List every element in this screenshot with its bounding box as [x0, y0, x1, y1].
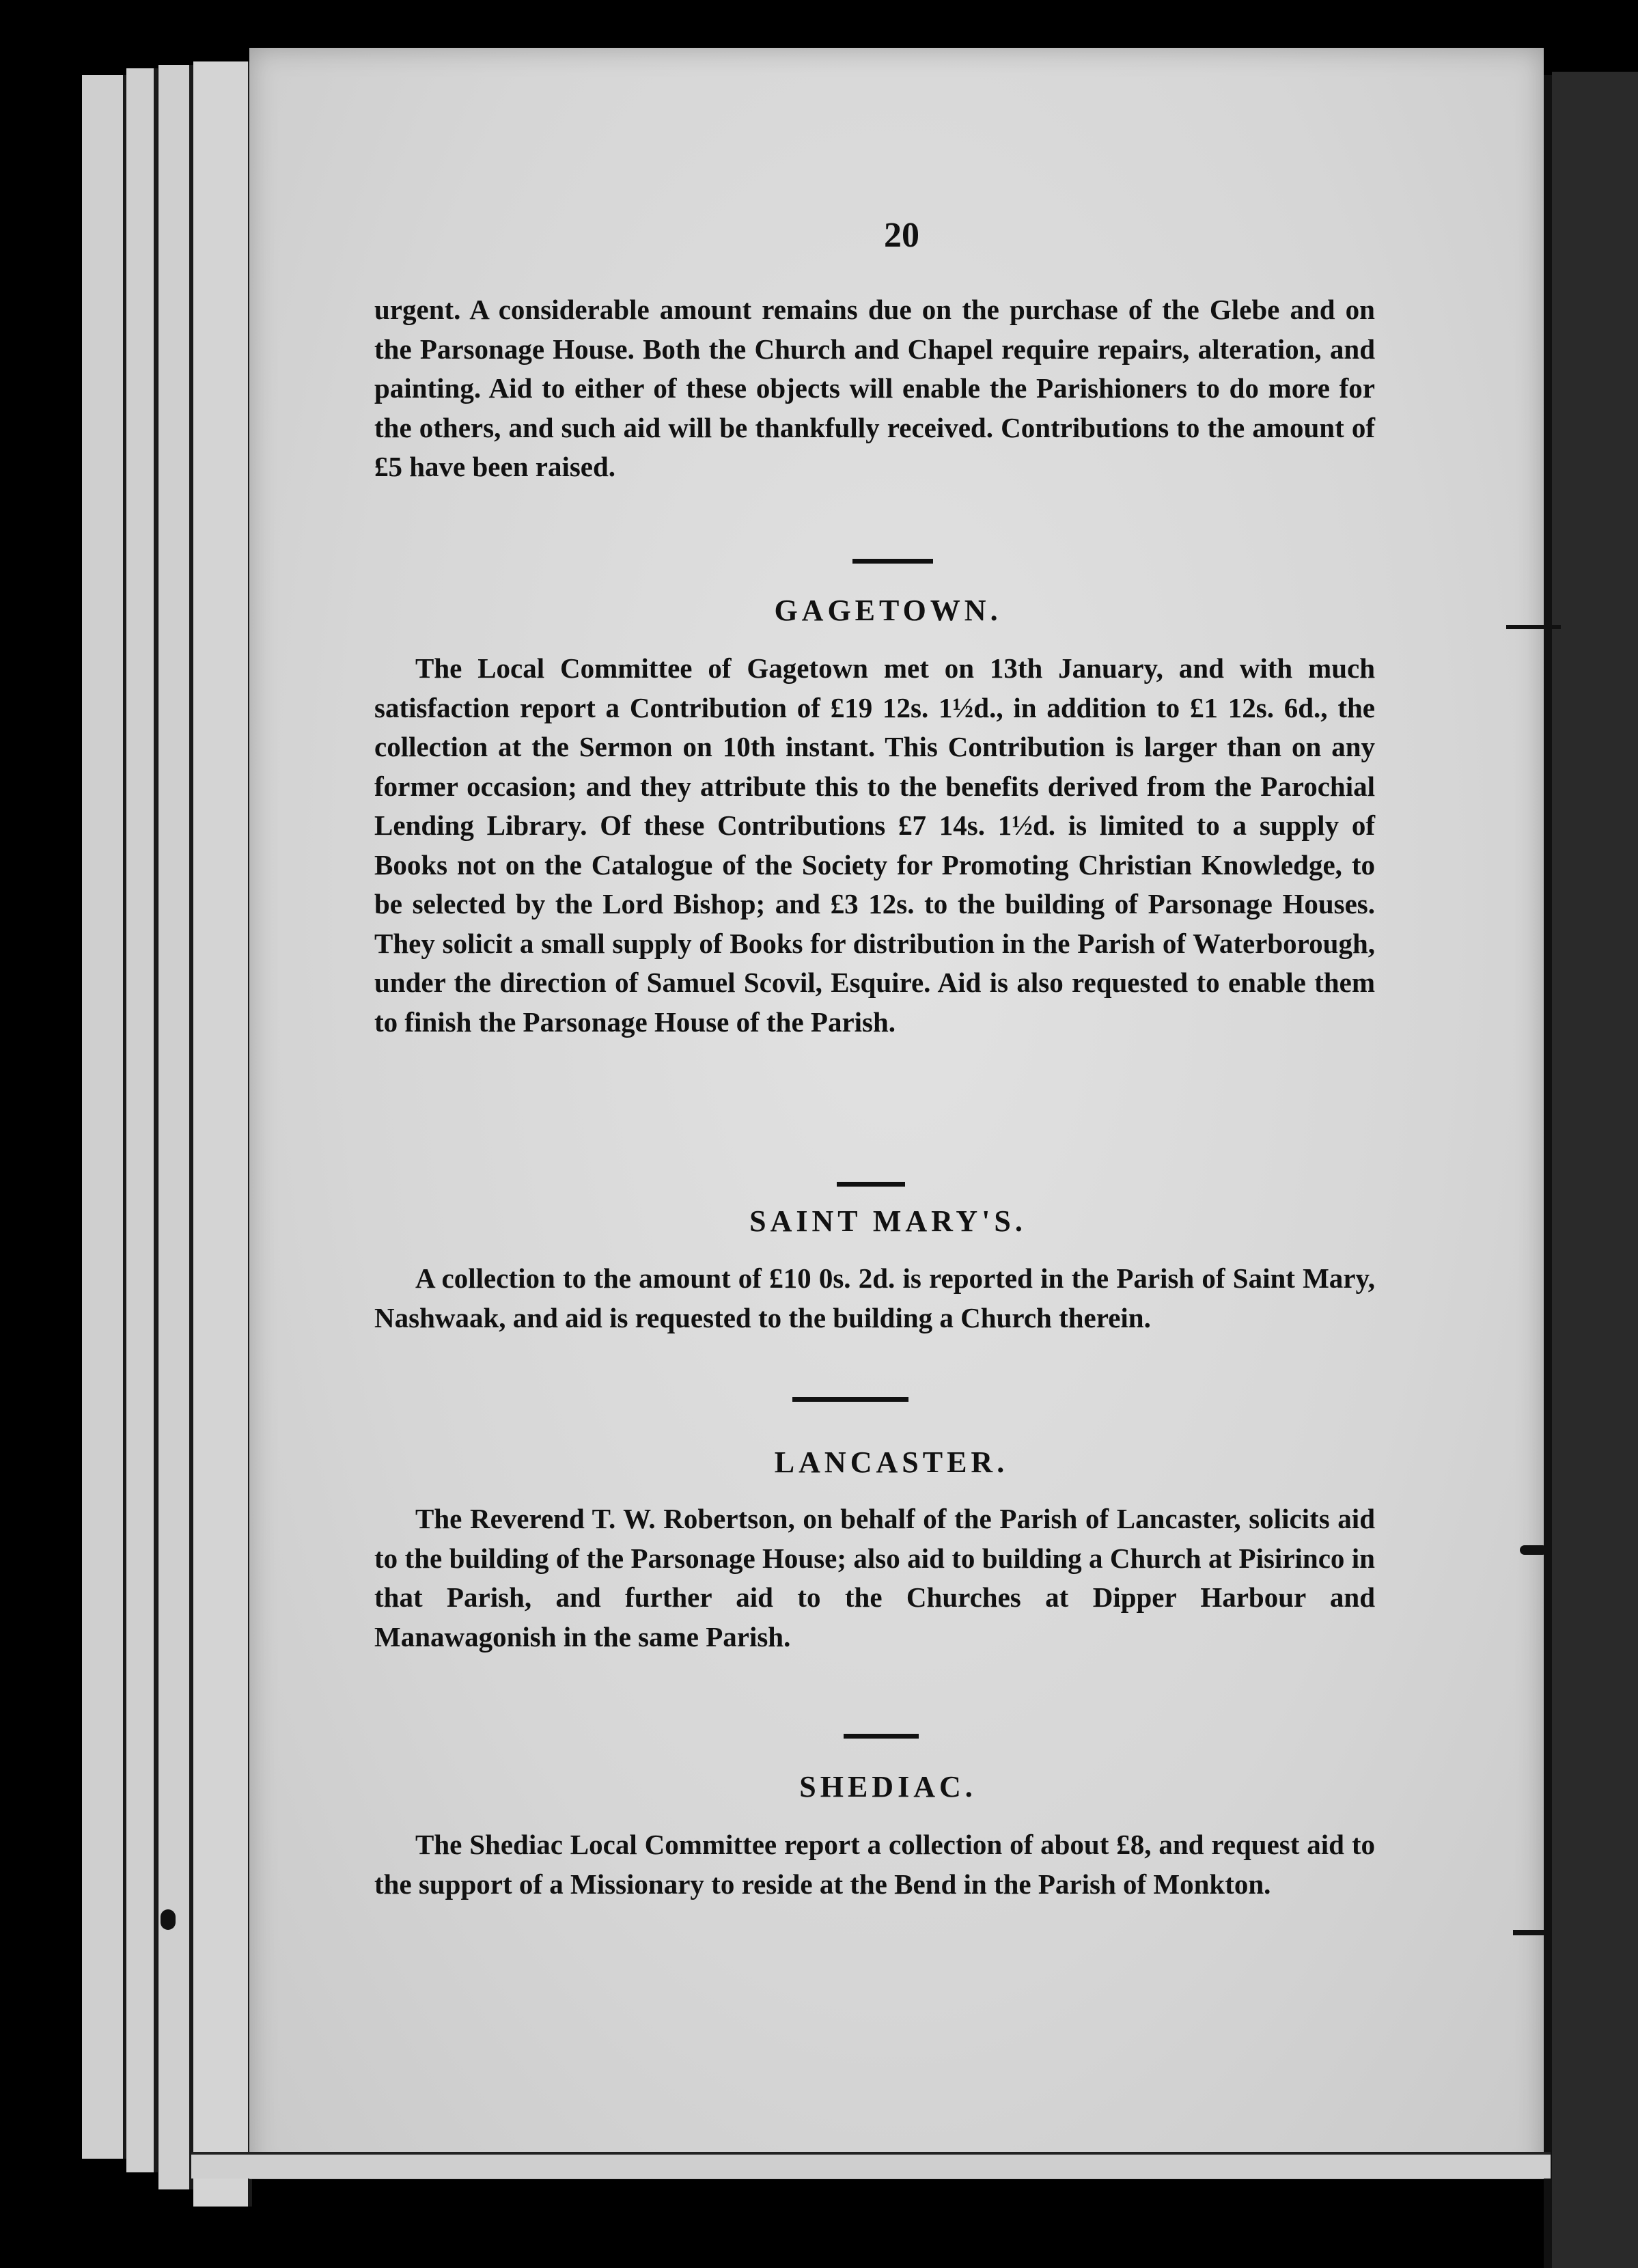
section-paragraph-shediac: The Shediac Local Committee report a collection of about £8, and request aid to the support of a Missionary to reside at the Bend in the Parish of Monkton.	[374, 1829, 1375, 1900]
section-heading-shediac: SHEDIAC.	[799, 1770, 977, 1803]
page-edge	[193, 61, 252, 2207]
binding-mark	[1513, 1930, 1551, 1935]
page-bottom-edge	[191, 2152, 1551, 2179]
section-heading-lancaster: LANCASTER.	[774, 1446, 1009, 1479]
binding-mark	[1506, 625, 1561, 629]
section-divider	[844, 1734, 919, 1739]
section-divider	[792, 1397, 908, 1402]
binding-mark	[1520, 1545, 1547, 1555]
section-paragraph-saint-marys: A collection to the amount of £10 0s. 2d. is reported in the Parish of Saint Mary, Nashwaak, and aid is requested to the building a Church therein.	[374, 1262, 1375, 1333]
page-number: 20	[884, 216, 919, 255]
binding-mark	[161, 1909, 176, 1930]
section-heading-gagetown: GAGETOWN.	[774, 594, 1002, 627]
page-edge	[82, 75, 127, 2159]
intro-paragraph: urgent. A considerable amount remains due on the purchase of the Glebe and on the Parsonage House. Both the Church and Chapel require repairs, alteration, and painting. Aid to either of these objects will enable the Parishioners to do more for the others, and such aid will be thankfully received. Contributions to the amount of £5 have been raised.	[374, 294, 1375, 482]
section-paragraph-lancaster: The Reverend T. W. Robertson, on behalf of the Parish of Lancaster, solicits aid to the building of the Parsonage House; also aid to building a Church at Pisirinco in that Parish, and further aid to the Churches at Dipper Harbour and Manawagonish in the same Parish.	[374, 1503, 1375, 1652]
page-edge	[126, 68, 158, 2172]
section-divider	[852, 559, 933, 564]
section-heading-saint-marys: SAINT MARY'S.	[749, 1204, 1027, 1238]
section-paragraph-gagetown: The Local Committee of Gagetown met on 13th January, and with much satisfaction report a Contribution of £19 12s. 1½d., in addition to £1 12s. 6d., the collection at the Sermon on 10th instant. This Contribution is larger than on any former occasion; and they attribute this to the benefits derived from the Parochial Lending Library. Of these Contributions £7 14s. 1½d. is limited to a supply of Books not on the Catalogue of the Society for Promoting Christian Knowledge, to be selected by the Lord Bishop; and £3 12s. to the building of Parsonage Houses. They solicit a small supply of Books for distribution in the Parish of Waterborough, under the direction of Samuel Scovil, Esquire. Aid is also requested to enable them to finish the Parsonage House of the Parish.	[374, 652, 1375, 1038]
section-divider	[837, 1182, 905, 1187]
page-edge	[158, 65, 193, 2189]
facing-page-edge	[1552, 72, 1638, 2268]
